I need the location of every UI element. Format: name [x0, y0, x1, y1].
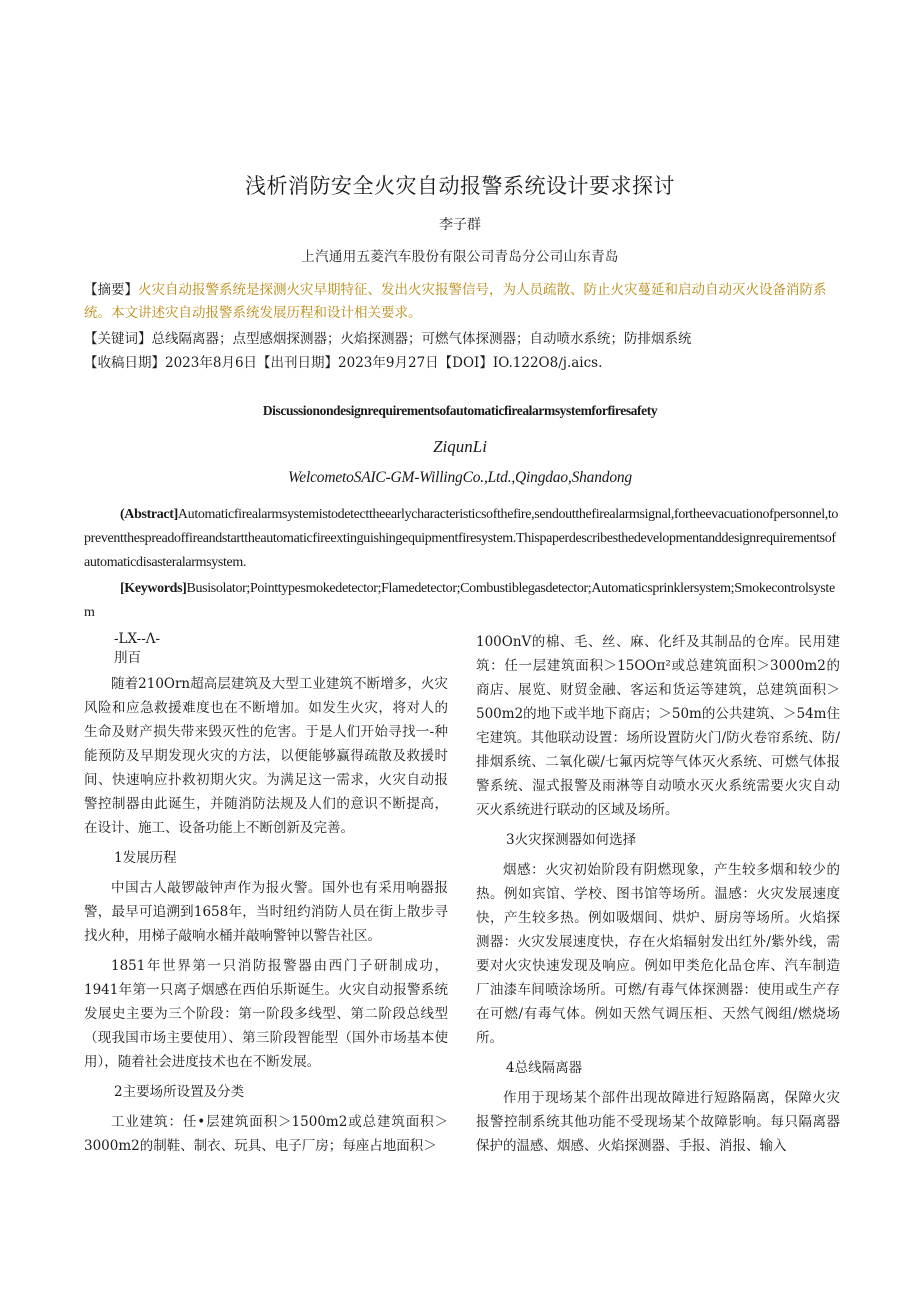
left-column	[84, 630, 448, 1158]
english-abstract-text: Automaticfirealarmsystemistodetecttheearlycharacteristicsofthefire,sendoutthefirealarmsignal,fortheevacuationofpersonnel,topreventthespreadoffireandstarttheautomaticfireextinguishingequipmentfiresystem.Thispaperdescribesthedevelopmentanddesignrequirementsofautomaticdisasteralarmsystem.	[84, 507, 839, 570]
paper-title: 浅析消防安全火灾自动报警系统设计要求探讨	[245, 174, 675, 198]
english-title: Discussionondesignrequirementsofautomaticfirealarmsystemforfiresafety	[262, 403, 658, 418]
history-paragraph-1: 中国古人敲锣敲钟声作为报火警。国外也有采用响器报警，最早可追溯到1658年，当时纽约消防人员在街上散步寻找火种，用梯子敲响水桶并敲响警钟以警告社区。	[84, 880, 448, 944]
abstract-cn-label: 【摘要】	[84, 282, 138, 298]
english-affiliation: WelcometoSAIC-GM-WillingCo.,Ltd.,Qingdao,Shandong	[288, 469, 632, 486]
section-heading-3: 3火灾探测器如何选择	[506, 832, 637, 848]
keywords-cn	[84, 328, 840, 351]
english-keywords-label: [Keywords]	[120, 581, 187, 596]
abstract-cn-text: 火灾自动报警系统是探测火灾早期特征、发出火灾报警信号，为人员疏散、防止火灾蔓延和启动自动灭火设备消防系统。本文讲述灾自动报警系统发展历程和设计相关要求。	[84, 282, 827, 321]
english-keywords-text: Busisolator;Pointtypesmokedetector;Flamedetector;Combustiblegasdetector;Automaticsprinklersystem;Smokecontrolsystem	[84, 581, 835, 620]
intro-paragraph: 随着210Orn超高层建筑及大型工业建筑不断增多，火灾风险和应急救援难度也在不断增加。如发生火灾，将对人的生命及财产损失带来毁灭性的危害。于是人们开始寻找一-种能预防及早期发现火灾的方法，以便能够赢得疏散及救援时间、快速响应扑救初期火灾。为满足这一需求，火灾自动报警控制器由此诞生，并随消防法规及人们的意识不断提高，在设计、施工、设备功能上不断创新及完善。	[84, 676, 448, 836]
garbled-heading-2: 刖百	[114, 650, 141, 666]
english-author: ZiqunLi	[433, 437, 487, 456]
keywords-cn-label: 【关键词】	[84, 331, 152, 347]
right-column	[476, 630, 840, 1158]
isolator-paragraph: 作用于现场某个部件出现故障进行短路隔离，保障火灾报警控制系统其他功能不受现场某个故障影响。每只隔离器保护的温感、烟感、火焰探测器、手报、消报、输入	[476, 1090, 840, 1154]
english-abstract	[84, 503, 840, 575]
section-heading-1: 1发展历程	[114, 850, 177, 866]
english-abstract-label: (Abstract]	[120, 507, 178, 522]
english-keywords	[84, 577, 840, 625]
author-name: 李子群	[439, 217, 481, 233]
author-affiliation: 上汽通用五菱汽车股份有限公司青岛分公司山东青岛	[301, 249, 619, 265]
abstract-cn	[84, 279, 840, 325]
section-heading-4: 4总线隔离器	[506, 1060, 583, 1076]
buildings-paragraph: 100OnV的棉、毛、丝、麻、化纤及其制品的仓库。民用建筑：任一层建筑面积＞15OOπ²或总建筑面积＞3000m2的商店、展览、财贸金融、客运和货运等建筑，总建筑面积＞500m2的地下或半地下商店；＞50m的公共建筑、＞54m住宅建筑。其他联动设置：场所设置防火门/防火卷帘系统、防/排烟系统、二氧化碳/七氟丙烷等气体灭火系统、可燃气体报警系统、湿式报警及雨淋等自动喷水灭火系统需要火灾自动灭火系统进行联动的区域及场所。	[476, 634, 840, 818]
industrial-buildings-paragraph: 工业建筑：任•层建筑面积＞1500m2或总建筑面积＞3000m2的制鞋、制衣、玩具、电子厂房；每座占地面积＞	[84, 1114, 448, 1154]
publication-dates: 【收稿日期】2023年8月6日【出刊日期】2023年9月27日【DOI】IO.122O8∕j.aics.	[84, 355, 603, 371]
section-heading-2: 2主要场所设置及分类	[114, 1084, 245, 1100]
keywords-cn-text: 总线隔离器；点型感烟探测器；火焰探测器；可燃气体探测器；自动喷水系统；防排烟系统	[151, 331, 692, 347]
garbled-heading-1: -LX--Λ-	[114, 631, 161, 647]
history-paragraph-2: 1851年世界第一只消防报警器由西门子研制成功，1941年第一只离子烟感在西伯乐斯诞生。火灾自动报警系统发展史主要为三个阶段：第一阶段多线型、第二阶段总线型（现我国市场主要使用）、第三阶段智能型（国外市场基本使用），随着社会进度技术也在不断发展。	[84, 958, 448, 1070]
detector-selection-paragraph: 烟感：火灾初始阶段有阴燃现象，产生较多烟和较少的热。例如宾馆、学校、图书馆等场所。温感：火灾发展速度快，产生较多热。例如吸烟间、烘炉、厨房等场所。火焰探测器：火灾发展速度快，存在火焰辐射发出红外/紫外线，需要对火灾快速发现及响应。例如甲类危化品仓库、汽车制造厂油漆车间喷涂场所。可燃/有毒气体探测器：使用或生产存在可燃/有毒气体。例如天然气调压柜、天然气阀组/燃烧场所。	[476, 862, 840, 1046]
